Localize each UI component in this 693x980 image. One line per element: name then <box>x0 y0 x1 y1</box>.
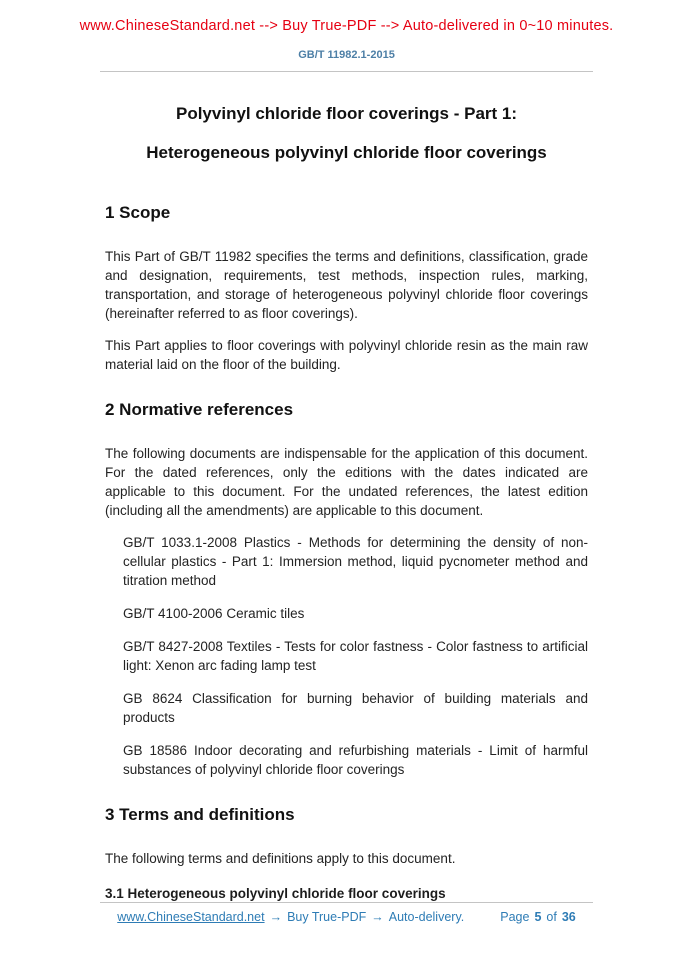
page-footer <box>100 902 593 924</box>
document-body <box>105 203 588 901</box>
footer-buy-text: Buy True-PDF <box>287 910 367 924</box>
reference-item: GB 8624 Classification for burning behavior of building materials and products <box>123 691 588 725</box>
scope-paragraph-1: This Part of GB/T 11982 specifies the terms and definitions, classification, grade and designation, requirements, test methods, inspection rules, marking, transportation, and storage of heterogeneous polyvinyl chloride floor coverings (hereinafter referred to as floor coverings). <box>105 249 588 321</box>
terms-intro-paragraph: The following terms and definitions apply to this document. <box>105 851 456 866</box>
page-indicator <box>500 910 576 924</box>
promo-banner-link[interactable]: www.ChineseStandard.net --> Buy True-PDF --> Auto-delivered in 0~10 minutes. <box>79 18 614 34</box>
reference-item: GB/T 4100-2006 Ceramic tiles <box>123 606 305 621</box>
of-label: of <box>546 910 557 924</box>
section-heading-normative-references: 2 Normative references <box>105 400 294 419</box>
footer-promo <box>117 910 464 924</box>
arrow-right-icon: → <box>371 910 384 924</box>
page-label: Page <box>500 910 530 924</box>
normative-intro-paragraph: The following documents are indispensable for the application of this document. For the dated references, only the editions with the dates indicated are applicable to this document. For the undated references, the latest edition (including all the amendments) are applicable to this document. <box>105 446 588 518</box>
total-page-count: 36 <box>561 910 576 924</box>
current-page-number: 5 <box>534 910 542 924</box>
reference-item: GB/T 1033.1-2008 Plastics - Methods for determining the density of non-cellular plastics - Part 1: Immersion method, liquid pycnometer method and titration method <box>123 535 588 588</box>
standard-number: GB/T 11982.1-2015 <box>298 49 395 61</box>
footer-delivery-text: Auto-delivery. <box>388 910 465 924</box>
scope-paragraph-2: This Part applies to floor coverings with polyvinyl chloride resin as the main raw material laid on the floor of the building. <box>105 338 588 372</box>
section-heading-scope: 1 Scope <box>105 203 171 222</box>
document-title <box>0 104 693 163</box>
subsection-heading-3-1: 3.1 Heterogeneous polyvinyl chloride floor coverings <box>105 886 446 901</box>
footer-site-link[interactable]: www.ChineseStandard.net <box>117 910 265 924</box>
reference-item: GB/T 8427-2008 Textiles - Tests for color fastness - Color fastness to artificial light: Xenon arc fading lamp test <box>123 639 588 673</box>
section-heading-terms-definitions: 3 Terms and definitions <box>105 805 295 824</box>
document-title-line2: Heterogeneous polyvinyl chloride floor coverings <box>146 143 547 162</box>
reference-item: GB 18586 Indoor decorating and refurbishing materials - Limit of harmful substances of polyvinyl chloride floor coverings <box>123 743 588 777</box>
document-title-line1: Polyvinyl chloride floor coverings - Part 1: <box>175 104 518 123</box>
header-divider <box>100 71 593 72</box>
arrow-right-icon: → <box>269 910 283 924</box>
reference-list <box>123 533 588 779</box>
